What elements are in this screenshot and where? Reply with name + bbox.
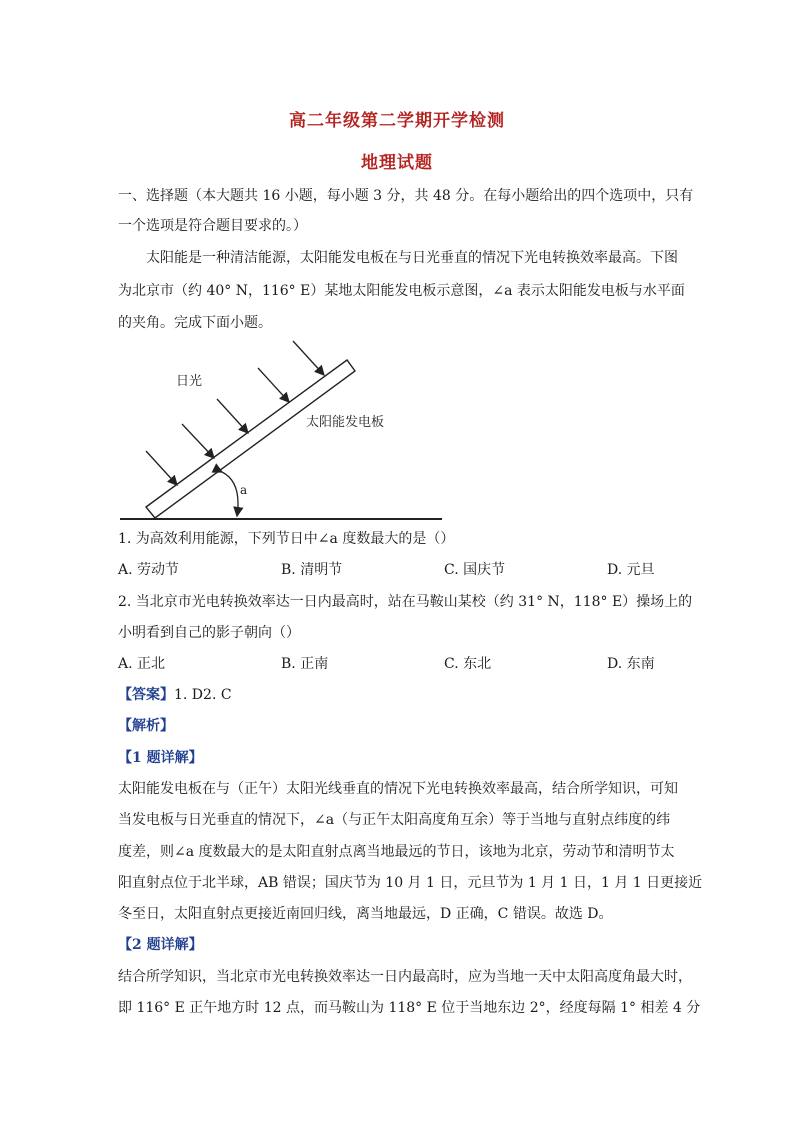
q2-option-b: B. 正南 — [281, 656, 329, 672]
detail-1-line5: 冬至日，太阳直射点更接近南回归线，离当地最远，D 正确，C 错误。故选 D。 — [118, 906, 613, 922]
detail-1-tag: 【1 题详解】 — [118, 750, 203, 766]
detail-2-tag: 【2 题详解】 — [118, 937, 203, 953]
detail-1-line2: 当发电板与日光垂直的情况下，∠a（与正午太阳高度角互余）等于当地与直射点纬度的纬 — [118, 812, 671, 828]
q1-option-b: B. 清明节 — [281, 562, 343, 578]
detail-1-line1: 太阳能发电板在与（正午）太阳光线垂直的情况下光电转换效率最高，结合所学知识，可知 — [118, 781, 678, 797]
answer-tag: 【答案】 — [118, 687, 174, 703]
question-2-text-line1: 2. 当北京市光电转换效率达一日内最高时，站在马鞍山某校（约 31° N，118° E）操场上的 — [118, 594, 693, 610]
detail-1-line3: 度差，则∠a 度数最大的是太阳直射点离当地最远的节日，该地为北京，劳动节和清明节太 — [118, 844, 675, 860]
panel-label: 太阳能发电板 — [306, 415, 385, 430]
stem-line3: 的夹角。完成下面小题。 — [118, 315, 272, 331]
section-heading-line2: 一个选项是符合题目要求的。） — [118, 218, 307, 234]
sunlight-arrow — [217, 399, 248, 433]
sunlight-arrow — [293, 341, 324, 375]
exam-subtitle: 地理试题 — [361, 153, 433, 173]
exam-title: 高二年级第二学期开学检测 — [289, 111, 505, 131]
sunlight-arrow — [146, 451, 177, 485]
q2-option-a: A. 正北 — [118, 656, 166, 672]
q1-option-d: D. 元旦 — [607, 562, 655, 578]
question-2-text-line2: 小明看到自己的影子朝向（） — [118, 625, 300, 641]
q1-option-a: A. 劳动节 — [118, 562, 180, 578]
answer-text: 1. D2. C — [174, 687, 232, 703]
detail-2-line1: 结合所学知识，当北京市光电转换效率达一日内最高时，应为当地一天中太阳高度角最大时， — [118, 969, 692, 985]
sunlight-arrow — [258, 368, 289, 402]
stem-line2: 为北京市（约 40° N，116° E）某地太阳能发电板示意图，∠a 表示太阳能发电板与水平面 — [118, 283, 685, 299]
solar-panel-figure — [110, 330, 450, 530]
stem-line1: 太阳能是一种清洁能源，太阳能发电板在与日光垂直的情况下光电转换效率最高。下图 — [146, 250, 678, 266]
answer-line — [118, 685, 683, 705]
angle-label: a — [240, 483, 248, 497]
q2-option-c: C. 东北 — [444, 656, 492, 672]
detail-2-line2: 即 116° E 正午地方时 12 点，而马鞍山为 118° E 位于当地东边 2°，经度每隔 1° 相差 4 分 — [118, 1000, 701, 1016]
section-heading-line1: 一、选择题（本大题共 16 小题，每小题 3 分，共 48 分。在每小题给出的四个选项中，只有 — [118, 188, 694, 204]
sunlight-label: 日光 — [176, 374, 203, 389]
detail-1-line4: 阳直射点位于北半球，AB 错误；国庆节为 10 月 1 日，元旦节为 1 月 1 日，1 月 1 日更接近 — [118, 875, 703, 891]
analysis-tag: 【解析】 — [118, 718, 174, 734]
q1-option-c: C. 国庆节 — [444, 562, 506, 578]
q2-option-d: D. 东南 — [607, 656, 655, 672]
question-1-text: 1. 为高效利用能源，下列节日中∠a 度数最大的是（） — [118, 531, 455, 547]
angle-arc — [222, 472, 238, 516]
sunlight-arrow — [182, 424, 214, 458]
